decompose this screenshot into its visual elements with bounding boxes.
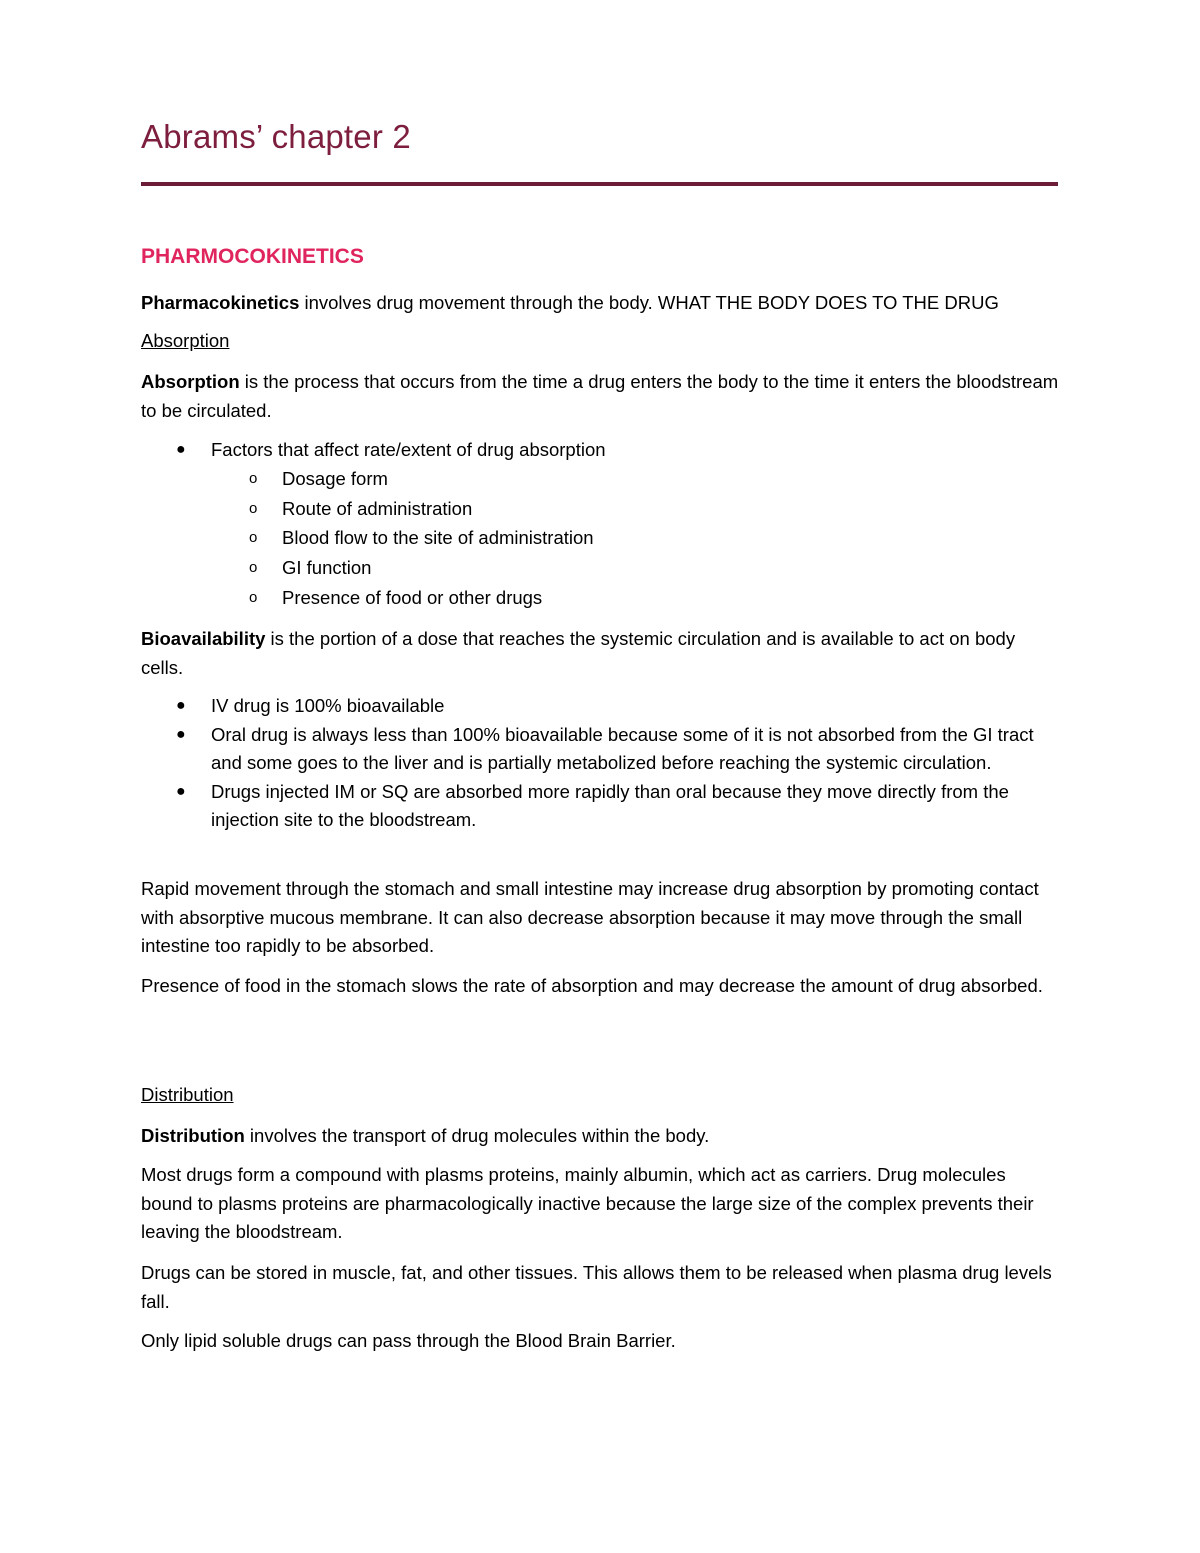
- circle-bullet-icon: o: [249, 529, 258, 547]
- distribution-definition: [141, 1122, 1061, 1151]
- plasma-proteins-paragraph: Most drugs form a compound with plasms proteins, mainly albumin, which act as carriers. Drug molecules bound to plasms proteins are pharmacologically inactive because the large size of the complex prevents their leaving the bloodstream.: [141, 1164, 1034, 1242]
- list-item-text: Oral drug is always less than 100% bioavailable because some of it is not absorbed from the GI tract and some goes to the liver and is partially metabolized before reaching the systemic circulation.: [211, 723, 1034, 773]
- absorption-definition-text: is the process that occurs from the time a drug enters the body to the time it enters the bloodstream to be circulated.: [141, 371, 1059, 421]
- list-item: [141, 721, 1061, 778]
- bullet-icon: ●: [176, 441, 186, 458]
- circle-bullet-icon: o: [249, 559, 258, 577]
- absorption-heading: Absorption: [141, 330, 230, 351]
- bioavailability-list: [141, 692, 1061, 835]
- list-item: [141, 553, 1061, 583]
- absorption-term: Absorption: [141, 371, 240, 392]
- bioavailability-paragraph: [141, 625, 1061, 682]
- circle-bullet-icon: o: [249, 588, 258, 606]
- intro-term: Pharmacokinetics: [141, 292, 300, 313]
- list-item: [141, 436, 1061, 465]
- distribution-definition-text: involves the transport of drug molecules within the body.: [244, 1125, 710, 1146]
- bullet-icon: ●: [176, 697, 186, 714]
- document-title: Abrams’ chapter 2: [141, 118, 411, 155]
- list-item-text: Route of administration: [282, 497, 473, 519]
- list-item-text: IV drug is 100% bioavailable: [211, 695, 445, 716]
- absorption-definition: [141, 368, 1061, 425]
- bullet-icon: ●: [176, 725, 186, 743]
- list-item-text: Dosage form: [282, 468, 388, 489]
- list-item-text: GI function: [282, 557, 372, 579]
- title-divider: [141, 182, 1058, 186]
- list-item: [141, 464, 1061, 494]
- section-heading: PHARMOCOKINETICS: [141, 245, 364, 268]
- rapid-movement-paragraph: Rapid movement through the stomach and small intestine may increase drug absorption by promoting contact with absorptive mucous membrane. It can also decrease absorption because it may move through the small intestine too rapidly to be absorbed.: [141, 878, 1039, 956]
- distribution-heading: Distribution: [141, 1084, 234, 1105]
- bullet-icon: ●: [176, 782, 186, 800]
- intro-text: involves drug movement through the body. WHAT THE BODY DOES TO THE DRUG: [299, 292, 999, 313]
- list-item-text: Blood flow to the site of administration: [282, 527, 594, 549]
- list-item: [141, 692, 1061, 721]
- list-item: [141, 494, 1061, 524]
- bioavailability-text: is the portion of a dose that reaches the systemic circulation and is available to act on body cells.: [141, 628, 1016, 678]
- circle-bullet-icon: o: [249, 470, 258, 487]
- list-item: [141, 523, 1061, 553]
- food-presence-paragraph: Presence of food in the stomach slows the rate of absorption and may decrease the amount of drug absorbed.: [141, 975, 1043, 996]
- absorption-factors-list: [141, 436, 1061, 465]
- list-item-text: Presence of food or other drugs: [282, 586, 543, 608]
- intro-paragraph: [141, 289, 1061, 318]
- list-item-text: Drugs injected IM or SQ are absorbed more rapidly than oral because they move directly from the injection site to the bloodstream.: [211, 780, 1009, 830]
- distribution-term: Distribution: [141, 1125, 245, 1146]
- list-item-text: Factors that affect rate/extent of drug absorption: [211, 439, 606, 460]
- circle-bullet-icon: o: [249, 499, 258, 517]
- bioavailability-term: Bioavailability: [141, 628, 266, 649]
- drug-storage-paragraph: Drugs can be stored in muscle, fat, and other tissues. This allows them to be released when plasma drug levels fall.: [141, 1262, 1052, 1312]
- list-item: [141, 583, 1061, 613]
- list-item: [141, 778, 1061, 835]
- absorption-factors-sublist: [141, 464, 1061, 613]
- blood-brain-barrier-paragraph: Only lipid soluble drugs can pass through the Blood Brain Barrier.: [141, 1330, 676, 1351]
